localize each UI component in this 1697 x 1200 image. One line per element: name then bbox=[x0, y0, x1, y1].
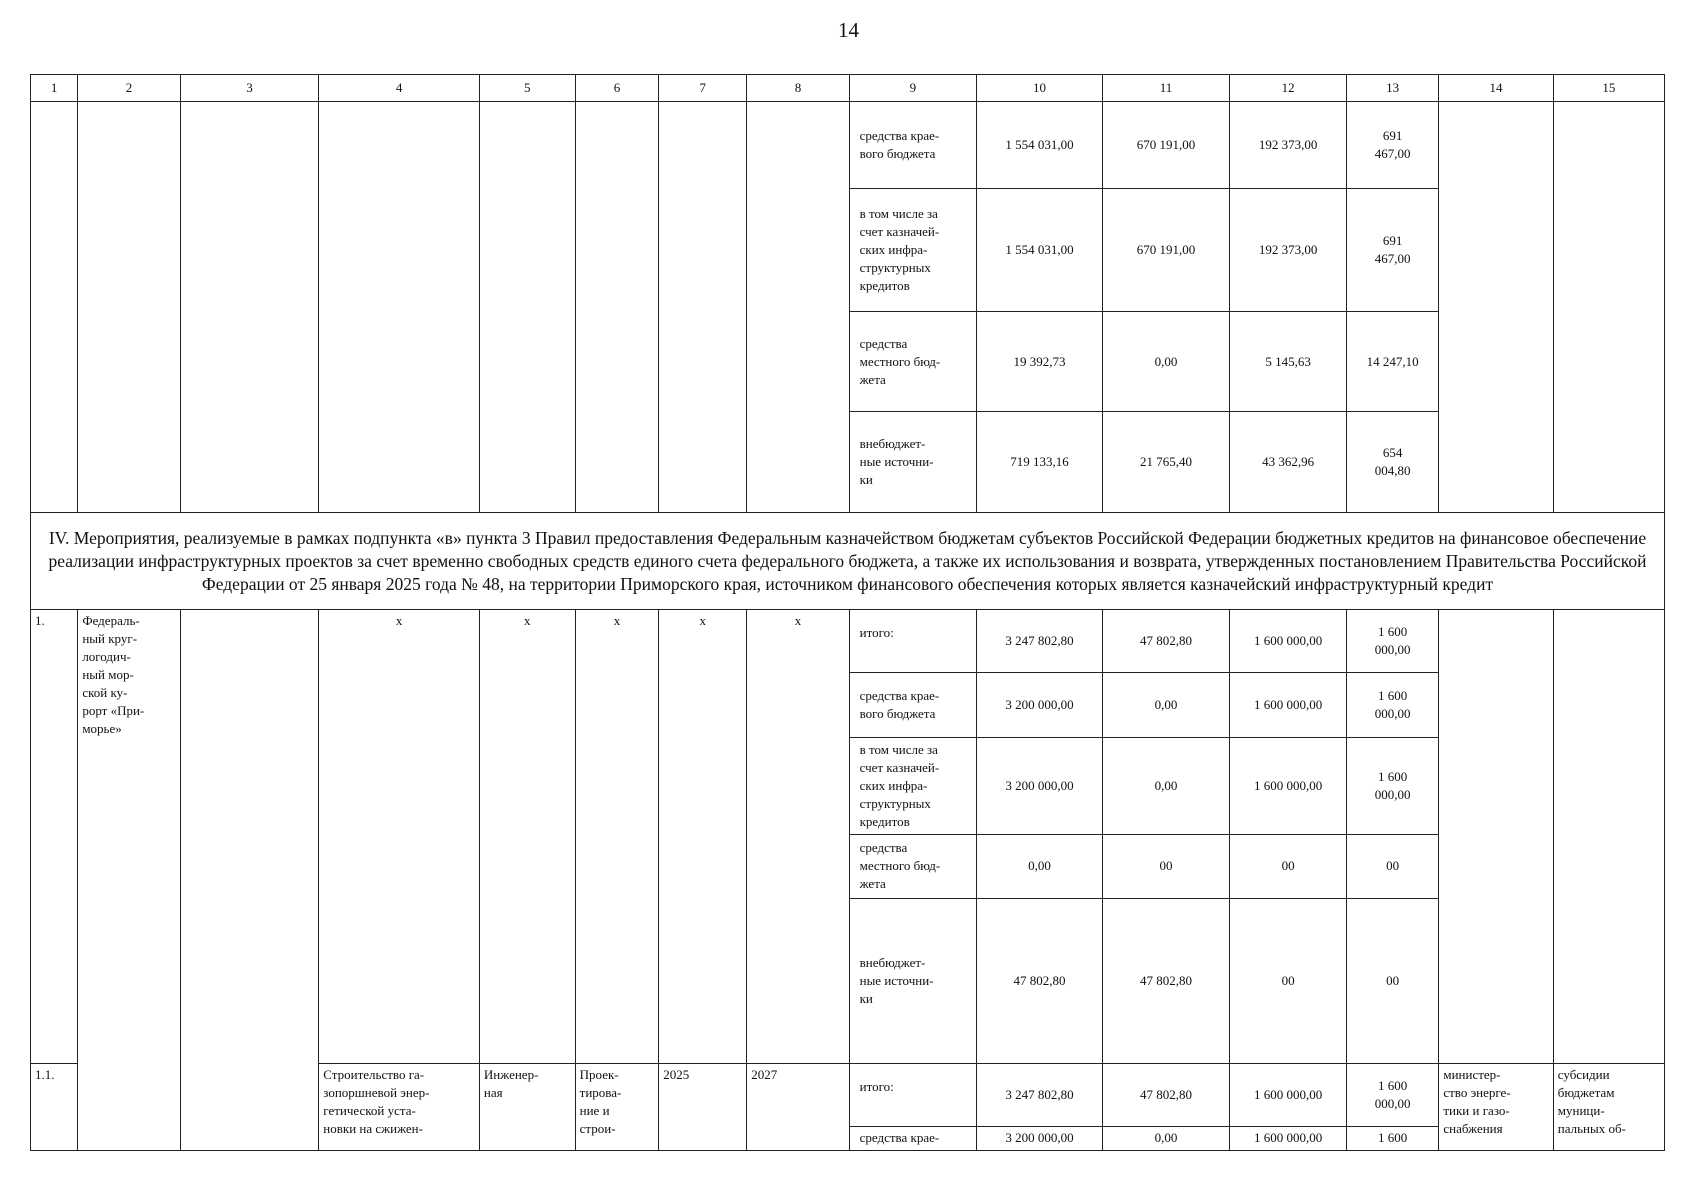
cell-empty bbox=[180, 102, 319, 513]
value-year-2: 1 600 000,00 bbox=[1230, 609, 1347, 672]
funding-source: итого: bbox=[849, 609, 977, 672]
value-year-3: 1 600 000,00 bbox=[1346, 673, 1438, 737]
value-total: 3 200 000,00 bbox=[977, 1126, 1102, 1150]
cell-empty bbox=[31, 102, 78, 513]
table-row bbox=[31, 609, 1665, 672]
column-number: 15 bbox=[1553, 75, 1664, 102]
column-number: 10 bbox=[977, 75, 1102, 102]
column-number: 3 bbox=[180, 75, 319, 102]
funding-source: в том числе за счет казначей- ских инфра- структурных кредитов bbox=[849, 188, 977, 311]
value-year-1: 0,00 bbox=[1102, 673, 1230, 737]
x-mark: x bbox=[659, 609, 747, 1063]
table-row bbox=[31, 102, 1665, 189]
funding-source: внебюджет- ные источни- ки bbox=[849, 899, 977, 1064]
value-year-1: 47 802,80 bbox=[1102, 609, 1230, 672]
value-year-3: 1 600 000,00 bbox=[1346, 1064, 1438, 1126]
value-year-2: 1 600 000,00 bbox=[1230, 737, 1347, 834]
column-number: 1 bbox=[31, 75, 78, 102]
cell-empty bbox=[479, 102, 575, 513]
funding-source: итого: bbox=[849, 1064, 977, 1126]
cell-empty bbox=[659, 102, 747, 513]
cell-empty bbox=[319, 102, 480, 513]
funding-source: в том числе за счет казначей- ских инфра- структурных кредитов bbox=[849, 737, 977, 834]
x-mark: x bbox=[479, 609, 575, 1063]
column-number-row bbox=[31, 75, 1665, 102]
funding-source: средства крае- bbox=[849, 1126, 977, 1150]
value-total: 1 554 031,00 bbox=[977, 188, 1102, 311]
value-year-3: 1 600 000,00 bbox=[1346, 609, 1438, 672]
work-stage: Проек- тирова- ние и строи- bbox=[575, 1064, 659, 1151]
value-year-2: 192 373,00 bbox=[1230, 188, 1347, 311]
end-year: 2027 bbox=[747, 1064, 849, 1151]
value-year-1: 0,00 bbox=[1102, 737, 1230, 834]
value-year-3: 00 bbox=[1346, 899, 1438, 1064]
start-year: 2025 bbox=[659, 1064, 747, 1151]
budget-table bbox=[30, 74, 1665, 1151]
value-year-2: 5 145,63 bbox=[1230, 311, 1347, 412]
value-total: 0,00 bbox=[977, 834, 1102, 898]
funding-source: средства местного бюд- жета bbox=[849, 834, 977, 898]
column-number: 6 bbox=[575, 75, 659, 102]
value-total: 3 247 802,80 bbox=[977, 1064, 1102, 1126]
value-year-1: 0,00 bbox=[1102, 1126, 1230, 1150]
column-number: 7 bbox=[659, 75, 747, 102]
value-year-2: 192 373,00 bbox=[1230, 102, 1347, 189]
x-mark: x bbox=[319, 609, 480, 1063]
page-number: 14 bbox=[838, 18, 859, 42]
column-number: 2 bbox=[78, 75, 180, 102]
value-year-1: 670 191,00 bbox=[1102, 188, 1230, 311]
section-heading: IV. Мероприятия, реализуемые в рамках подпункта «в» пункта 3 Правил предоставления Федеральным казначейством бюджетам субъектов Российской Федерации бюджетных кредитов на финансовое обеспечение реализации инфраструктурных проектов за счет временно свободных средств единого счета федерального бюджета, а также их использования и возврата, утвержденных постановлением Правительства Российской Федерации от 25 января 2025 года № 48, на территории Приморского края, источником финансового обеспечения которых является казначейский инфраструктурный кредит bbox=[31, 513, 1665, 610]
value-total: 1 554 031,00 bbox=[977, 102, 1102, 189]
value-total: 3 200 000,00 bbox=[977, 737, 1102, 834]
value-year-3: 14 247,10 bbox=[1346, 311, 1438, 412]
cell-empty bbox=[575, 102, 659, 513]
value-year-1: 47 802,80 bbox=[1102, 1064, 1230, 1126]
value-total: 719 133,16 bbox=[977, 412, 1102, 513]
value-year-3: 654 004,80 bbox=[1346, 412, 1438, 513]
cell-empty bbox=[180, 609, 319, 1150]
value-total: 3 247 802,80 bbox=[977, 609, 1102, 672]
value-year-1: 670 191,00 bbox=[1102, 102, 1230, 189]
value-year-1: 00 bbox=[1102, 834, 1230, 898]
value-year-2: 00 bbox=[1230, 834, 1347, 898]
value-total: 47 802,80 bbox=[977, 899, 1102, 1064]
column-number: 9 bbox=[849, 75, 977, 102]
cell-empty bbox=[747, 102, 849, 513]
object-name: Строительство га- зопоршневой энер- гетической уста- новки на сжижен- bbox=[319, 1064, 480, 1151]
funding-source: средства крае- вого бюджета bbox=[849, 673, 977, 737]
value-year-1: 21 765,40 bbox=[1102, 412, 1230, 513]
value-year-2: 1 600 000,00 bbox=[1230, 1126, 1347, 1150]
cell-empty bbox=[78, 102, 180, 513]
row-number: 1.1. bbox=[31, 1064, 78, 1151]
value-year-2: 00 bbox=[1230, 899, 1347, 1064]
column-number: 8 bbox=[747, 75, 849, 102]
column-number: 5 bbox=[479, 75, 575, 102]
value-year-3: 691 467,00 bbox=[1346, 102, 1438, 189]
column-number: 13 bbox=[1346, 75, 1438, 102]
object-type: Инженер- ная bbox=[479, 1064, 575, 1151]
cell-empty bbox=[1439, 609, 1553, 1063]
value-year-3: 691 467,00 bbox=[1346, 188, 1438, 311]
value-year-2: 1 600 000,00 bbox=[1230, 673, 1347, 737]
value-total: 3 200 000,00 bbox=[977, 673, 1102, 737]
value-year-3: 1 600 bbox=[1346, 1126, 1438, 1150]
x-mark: x bbox=[575, 609, 659, 1063]
value-year-1: 47 802,80 bbox=[1102, 899, 1230, 1064]
funding-mechanism: субсидии бюджетам муници- пальных об- bbox=[1553, 1064, 1664, 1151]
value-year-2: 1 600 000,00 bbox=[1230, 1064, 1347, 1126]
column-number: 11 bbox=[1102, 75, 1230, 102]
table-row bbox=[31, 513, 1665, 610]
column-number: 14 bbox=[1439, 75, 1553, 102]
cell-empty bbox=[1553, 102, 1664, 513]
project-name: Федераль- ный круг- логодич- ный мор- ской ку- рорт «При- морье» bbox=[78, 609, 180, 1150]
responsible-body: министер- ство энерге- тики и газо- снабжения bbox=[1439, 1064, 1553, 1151]
funding-source: средства местного бюд- жета bbox=[849, 311, 977, 412]
column-number: 12 bbox=[1230, 75, 1347, 102]
value-total: 19 392,73 bbox=[977, 311, 1102, 412]
value-year-2: 43 362,96 bbox=[1230, 412, 1347, 513]
funding-source: внебюджет- ные источни- ки bbox=[849, 412, 977, 513]
cell-empty bbox=[1553, 609, 1664, 1063]
value-year-3: 1 600 000,00 bbox=[1346, 737, 1438, 834]
cell-empty bbox=[1439, 102, 1553, 513]
value-year-1: 0,00 bbox=[1102, 311, 1230, 412]
row-number: 1. bbox=[31, 609, 78, 1063]
value-year-3: 00 bbox=[1346, 834, 1438, 898]
column-number: 4 bbox=[319, 75, 480, 102]
funding-source: средства крае- вого бюджета bbox=[849, 102, 977, 189]
x-mark: x bbox=[747, 609, 849, 1063]
